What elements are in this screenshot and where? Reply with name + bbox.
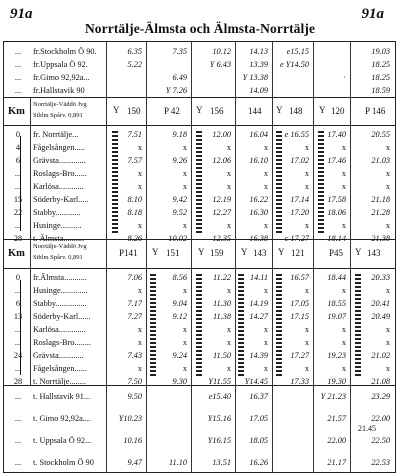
time-cell: 13.51 bbox=[212, 458, 231, 467]
time-cell: Y15.16 bbox=[207, 414, 231, 423]
time-cell: 16.10 bbox=[249, 156, 268, 165]
km-cell: 15 bbox=[13, 195, 23, 204]
time-cell: 17.46 bbox=[327, 156, 346, 165]
time-cell: x bbox=[226, 338, 231, 347]
time-cell: 21.28 bbox=[371, 208, 390, 217]
time-cell: Y10.23 bbox=[118, 414, 142, 423]
train-number: 143 bbox=[367, 248, 381, 258]
time-cell: 7.06 bbox=[127, 273, 142, 282]
time-cell: 21.08 bbox=[371, 377, 390, 386]
time-cell: 11.10 bbox=[168, 458, 187, 467]
station-name: Grävsta............ bbox=[33, 351, 84, 360]
time-cell: Y14.45 bbox=[244, 377, 268, 386]
time-cell: x bbox=[385, 169, 390, 178]
time-cell: 9.24 bbox=[172, 351, 187, 360]
time-cell: 19.03 bbox=[371, 47, 390, 56]
time-cell: x bbox=[182, 338, 187, 347]
time-cell: x bbox=[304, 364, 309, 373]
time-cell: 10.12 bbox=[212, 47, 231, 56]
time-cell: 19.23 bbox=[327, 351, 346, 360]
train-icon: Y bbox=[276, 105, 283, 115]
time-cell: 22.00 bbox=[327, 436, 346, 445]
station-name: Grävsta............. bbox=[33, 156, 86, 165]
time-cell: 14.11 bbox=[249, 273, 268, 282]
time-cell: 11.22 bbox=[212, 273, 231, 282]
station-name: Roslags-Bro........ bbox=[33, 338, 92, 347]
time-cell: e15.15 bbox=[286, 47, 309, 56]
time-cell: x bbox=[137, 221, 142, 230]
time-cell: 21.18 bbox=[371, 195, 390, 204]
page-number-right: 91a bbox=[361, 6, 384, 22]
time-cell: 8.10 bbox=[127, 195, 142, 204]
time-cell: 17.05 bbox=[249, 414, 268, 423]
time-cell: x bbox=[137, 325, 142, 334]
timetable-row bbox=[3, 85, 396, 97]
station-name: fr.Älmsta........... bbox=[33, 273, 87, 282]
train-number: 121 bbox=[291, 248, 305, 258]
route-line bbox=[276, 131, 282, 235]
time-cell: 16.57 bbox=[290, 273, 309, 282]
time-cell: 8.26 bbox=[127, 234, 142, 243]
timetable-row bbox=[3, 435, 396, 447]
time-cell: x bbox=[263, 364, 268, 373]
km-cell: 24 bbox=[13, 351, 23, 360]
km-cell: 6 bbox=[15, 299, 21, 308]
route-line bbox=[355, 274, 361, 378]
railway-name: Norrtälje-Väddö Jvg bbox=[33, 101, 87, 108]
time-cell: 12.06 bbox=[212, 156, 231, 165]
time-cell: x bbox=[182, 221, 187, 230]
time-cell: 18.14 bbox=[327, 234, 346, 243]
train-number: 156 bbox=[210, 106, 224, 116]
time-cell: x bbox=[182, 182, 187, 191]
time-cell: x bbox=[385, 221, 390, 230]
train-number: 150 bbox=[127, 106, 141, 116]
train-number: P 146 bbox=[365, 106, 386, 116]
time-cell: 10.16 bbox=[123, 436, 142, 445]
time-cell: 17.15 bbox=[290, 312, 309, 321]
time-cell: x bbox=[182, 364, 187, 373]
km-cell: 4 bbox=[15, 143, 21, 152]
time-cell: 17.27 bbox=[290, 351, 309, 360]
time-cell: x bbox=[182, 169, 187, 178]
page-header bbox=[0, 0, 400, 42]
train-icon: Y bbox=[355, 247, 362, 257]
time-cell: x bbox=[304, 182, 309, 191]
time-cell: 21.57 bbox=[327, 414, 346, 423]
time-cell: 22.50 bbox=[371, 436, 390, 445]
train-icon: Y bbox=[278, 247, 285, 257]
time-cell: c 17.27 bbox=[284, 234, 309, 243]
time-cell: 14.19 bbox=[249, 299, 268, 308]
timetable-row bbox=[3, 391, 396, 403]
km-cell: 22 bbox=[13, 208, 23, 217]
train-icon: Y bbox=[198, 247, 205, 257]
time-cell: 18.06 bbox=[327, 208, 346, 217]
time-cell: x bbox=[182, 325, 187, 334]
time-cell: x bbox=[304, 169, 309, 178]
km-cell: ... bbox=[14, 364, 22, 373]
railway-gauge: Sthlm Spårv. 0,891 bbox=[33, 254, 83, 261]
time-cell: 11.30 bbox=[212, 299, 231, 308]
railway-gauge: Sthlm Spårv. 0,891 bbox=[33, 112, 83, 119]
train-number: 151 bbox=[166, 248, 180, 258]
time-cell: x bbox=[263, 143, 268, 152]
km-label: Km bbox=[8, 248, 25, 259]
time-cell: Y 7.26 bbox=[165, 86, 187, 95]
time-cell: x bbox=[182, 286, 187, 295]
direction-arrow bbox=[20, 280, 21, 375]
time-cell: 13.39 bbox=[249, 60, 268, 69]
time-cell: x bbox=[341, 182, 346, 191]
time-cell: e Y14.50 bbox=[279, 60, 309, 69]
route-line bbox=[276, 274, 282, 378]
time-cell: x bbox=[341, 338, 346, 347]
timetable-row bbox=[3, 59, 396, 71]
time-cell: 7.51 bbox=[127, 130, 142, 139]
time-cell: 18.55 bbox=[327, 299, 346, 308]
km-cell: 28 bbox=[13, 377, 23, 386]
time-cell: 19.30 bbox=[327, 377, 346, 386]
time-cell: x bbox=[341, 286, 346, 295]
time-cell: · bbox=[343, 73, 346, 82]
time-cell: e 16.55 bbox=[284, 130, 309, 139]
time-cell: x bbox=[137, 286, 142, 295]
station-name: Fågelsången..... bbox=[33, 143, 85, 152]
time-cell: 22.00 bbox=[371, 414, 390, 423]
train-icon: Y bbox=[152, 247, 159, 257]
page-title: Norrtälje-Älmsta och Älmsta-Norrtälje bbox=[84, 21, 316, 36]
time-cell: x bbox=[182, 143, 187, 152]
time-cell: 8.56 bbox=[172, 273, 187, 282]
time-cell: 17.14 bbox=[290, 195, 309, 204]
time-cell: x bbox=[226, 325, 231, 334]
time-cell: 9.50 bbox=[127, 392, 142, 401]
time-cell: x bbox=[263, 325, 268, 334]
station-name: Husinge.......... bbox=[33, 221, 82, 230]
station-name: Fågelsången...... bbox=[33, 364, 87, 373]
time-cell: 20.55 bbox=[371, 130, 390, 139]
time-cell: 17.40 bbox=[327, 130, 346, 139]
time-cell: x bbox=[385, 182, 390, 191]
time-cell: 16.22 bbox=[249, 195, 268, 204]
km-cell: ... bbox=[14, 286, 22, 295]
divider bbox=[3, 268, 396, 269]
train-number: P141 bbox=[119, 248, 138, 258]
train-icon: Y bbox=[113, 105, 120, 115]
time-cell: 9.52 bbox=[172, 208, 187, 217]
time-cell: x bbox=[137, 338, 142, 347]
time-cell: x bbox=[263, 286, 268, 295]
km-cell: 6 bbox=[15, 156, 21, 165]
time-cell: Y 21.23 bbox=[320, 392, 346, 401]
time-cell: x bbox=[385, 325, 390, 334]
km-cell: ... bbox=[14, 325, 22, 334]
time-cell: 12.27 bbox=[212, 208, 231, 217]
time-cell: 17.33 bbox=[290, 377, 309, 386]
time-cell: x bbox=[226, 169, 231, 178]
time-cell: x bbox=[263, 338, 268, 347]
time-cell: 7.17 bbox=[127, 299, 142, 308]
time-cell: 16.37 bbox=[249, 392, 268, 401]
train-number: 144 bbox=[248, 106, 262, 116]
km-cell: ... bbox=[14, 436, 22, 445]
time-cell: x bbox=[385, 286, 390, 295]
time-cell: 7.57 bbox=[127, 156, 142, 165]
station-name: Roslags-Bro...... bbox=[33, 169, 87, 178]
time-cell: 9.26 bbox=[172, 156, 187, 165]
time-cell: x bbox=[137, 143, 142, 152]
km-cell: ... bbox=[14, 338, 22, 347]
time-cell: x bbox=[226, 221, 231, 230]
km-cell: ... bbox=[14, 392, 22, 401]
time-cell: 17.58 bbox=[327, 195, 346, 204]
station-name: fr.Hallstavik 90 bbox=[33, 86, 85, 95]
time-cell: 10.02 bbox=[168, 234, 187, 243]
time-cell: x bbox=[137, 182, 142, 191]
route-line bbox=[150, 274, 156, 378]
time-cell: 11.50 bbox=[212, 351, 231, 360]
time-cell: x bbox=[137, 169, 142, 178]
time-cell: x bbox=[226, 182, 231, 191]
station-name: Söderby-Karl..... bbox=[33, 195, 89, 204]
train-number: 159 bbox=[210, 248, 224, 258]
station-name: fr.Uppsala Ö 92. bbox=[33, 60, 88, 69]
train-icon: Y bbox=[319, 105, 326, 115]
km-cell: ... bbox=[14, 169, 22, 178]
station-name: Karlösa............. bbox=[33, 325, 86, 334]
time-cell: 11.38 bbox=[212, 312, 231, 321]
train-icon: Y bbox=[196, 105, 203, 115]
time-cell: x bbox=[304, 221, 309, 230]
time-cell: 17.05 bbox=[290, 299, 309, 308]
time-cell: 14.09 bbox=[249, 86, 268, 95]
station-name: Husinge............. bbox=[33, 286, 88, 295]
time-cell: 9.04 bbox=[172, 299, 187, 308]
train-number: P45 bbox=[329, 248, 344, 258]
time-cell: x bbox=[137, 364, 142, 373]
km-cell: 0 bbox=[15, 273, 21, 282]
time-cell: 9.42 bbox=[172, 195, 187, 204]
km-cell: ... bbox=[14, 60, 22, 69]
station-name: Stabby............ bbox=[33, 208, 81, 217]
time-cell: 16.38 bbox=[249, 234, 268, 243]
time-cell: 21.38 bbox=[371, 234, 390, 243]
route-line bbox=[112, 131, 118, 235]
station-name: t. Gimo 92,92a.... bbox=[33, 414, 92, 423]
time-cell: x bbox=[385, 364, 390, 373]
time-cell: 18.25 bbox=[371, 60, 390, 69]
km-cell: 0 bbox=[15, 130, 21, 139]
station-name: fr.Stockholm Ö 90. bbox=[33, 47, 97, 56]
time-cell: 18.44 bbox=[327, 273, 346, 282]
train-number: 120 bbox=[331, 106, 345, 116]
time-cell: Y11.55 bbox=[208, 377, 231, 386]
timetable-row bbox=[3, 457, 396, 469]
time-cell: x bbox=[304, 286, 309, 295]
station-name: t. Norrtälje........ bbox=[33, 377, 86, 386]
time-cell: 14.39 bbox=[249, 351, 268, 360]
time-cell: 20.33 bbox=[371, 273, 390, 282]
time-cell: 9.12 bbox=[172, 312, 187, 321]
time-cell: x bbox=[385, 143, 390, 152]
time-cell: 7.43 bbox=[127, 351, 142, 360]
time-cell: x bbox=[304, 325, 309, 334]
time-cell: 7.35 bbox=[172, 47, 187, 56]
km-cell: 28 bbox=[13, 234, 23, 243]
time-cell: 21.17 bbox=[327, 458, 346, 467]
time-cell: 7.50 bbox=[127, 377, 142, 386]
km-cell: 13 bbox=[13, 312, 23, 321]
railway-name: Norrtälje-Väddö Jvg bbox=[33, 243, 87, 250]
time-cell: 18.59 bbox=[371, 86, 390, 95]
time-cell: x bbox=[226, 364, 231, 373]
time-cell: 9.47 bbox=[127, 458, 142, 467]
time-cell: x bbox=[304, 143, 309, 152]
route-line bbox=[196, 274, 202, 378]
time-cell: 17.02 bbox=[290, 156, 309, 165]
km-cell: ... bbox=[14, 86, 22, 95]
time-cell: x bbox=[341, 143, 346, 152]
route-line bbox=[238, 274, 244, 378]
station-name: Karlösa............ bbox=[33, 182, 84, 191]
station-name: t. Stockholm Ö 90 bbox=[33, 458, 94, 467]
station-name: t. Uppsala Ö 92... bbox=[33, 436, 92, 445]
timetable-row bbox=[3, 413, 396, 425]
route-line bbox=[318, 131, 324, 235]
station-name: fr. Norrtälje... bbox=[33, 130, 79, 139]
km-cell: ... bbox=[14, 458, 22, 467]
time-cell: 9.30 bbox=[172, 377, 187, 386]
time-cell: 6.49 bbox=[172, 73, 187, 82]
extra-time: 21.45 bbox=[358, 424, 376, 433]
time-cell: x bbox=[304, 338, 309, 347]
time-cell: 12.00 bbox=[212, 130, 231, 139]
direction-arrow bbox=[20, 136, 21, 231]
train-icon: Y bbox=[241, 247, 248, 257]
route-line bbox=[196, 131, 202, 235]
time-cell: 23.29 bbox=[371, 392, 390, 401]
km-cell: ... bbox=[14, 182, 22, 191]
time-cell: x bbox=[263, 169, 268, 178]
time-cell: x bbox=[263, 182, 268, 191]
time-cell: Y 6.43 bbox=[209, 60, 231, 69]
time-cell: Y 13.38 bbox=[242, 73, 268, 82]
station-name: fr.Gimo 92,92a... bbox=[33, 73, 90, 82]
km-cell: ... bbox=[14, 221, 22, 230]
time-cell: 12.35 bbox=[212, 234, 231, 243]
time-cell: e15.40 bbox=[208, 392, 231, 401]
time-cell: 7.27 bbox=[127, 312, 142, 321]
train-header-1 bbox=[3, 98, 396, 126]
time-cell: 18.25 bbox=[371, 73, 390, 82]
time-cell: 17.20 bbox=[290, 208, 309, 217]
timetable-row bbox=[3, 72, 396, 84]
time-cell: 14.13 bbox=[249, 47, 268, 56]
time-cell: 12.19 bbox=[212, 195, 231, 204]
km-cell: ... bbox=[14, 414, 22, 423]
time-cell: 20.49 bbox=[371, 312, 390, 321]
km-cell: ... bbox=[14, 73, 22, 82]
time-cell: 14.27 bbox=[249, 312, 268, 321]
time-cell: x bbox=[385, 338, 390, 347]
time-cell: x bbox=[341, 325, 346, 334]
time-cell: x bbox=[226, 286, 231, 295]
station-name: t. Älmsta.......... bbox=[33, 234, 85, 243]
time-cell: 20.41 bbox=[371, 299, 390, 308]
train-number: 143 bbox=[253, 248, 267, 258]
time-cell: Y16.15 bbox=[207, 436, 231, 445]
time-cell: x bbox=[226, 143, 231, 152]
time-cell: 9.18 bbox=[172, 130, 187, 139]
time-cell: 21.03 bbox=[371, 156, 390, 165]
time-cell: x bbox=[341, 221, 346, 230]
time-cell: 19.07 bbox=[327, 312, 346, 321]
km-label: Km bbox=[8, 106, 25, 117]
station-name: t. Hallstavik 91... bbox=[33, 392, 91, 401]
timetable-row bbox=[3, 46, 396, 58]
station-name: Stabby............... bbox=[33, 299, 87, 308]
km-cell: ... bbox=[14, 47, 22, 56]
time-cell: 5.22 bbox=[127, 60, 142, 69]
time-cell: 16.04 bbox=[249, 130, 268, 139]
time-cell: 16.30 bbox=[249, 208, 268, 217]
train-header-2 bbox=[3, 240, 396, 268]
time-cell: 6.35 bbox=[127, 47, 142, 56]
time-cell: 22.53 bbox=[371, 458, 390, 467]
train-number: P 42 bbox=[164, 106, 180, 116]
time-cell: 18.05 bbox=[249, 436, 268, 445]
time-cell: x bbox=[263, 221, 268, 230]
train-number: 148 bbox=[289, 106, 303, 116]
station-name: Söderby-Karl...... bbox=[33, 312, 91, 321]
time-cell: x bbox=[341, 364, 346, 373]
page-number-left: 91a bbox=[10, 6, 33, 22]
time-cell: 21.02 bbox=[371, 351, 390, 360]
time-cell: x bbox=[341, 169, 346, 178]
time-cell: 8.18 bbox=[127, 208, 142, 217]
time-cell: 16.26 bbox=[249, 458, 268, 467]
